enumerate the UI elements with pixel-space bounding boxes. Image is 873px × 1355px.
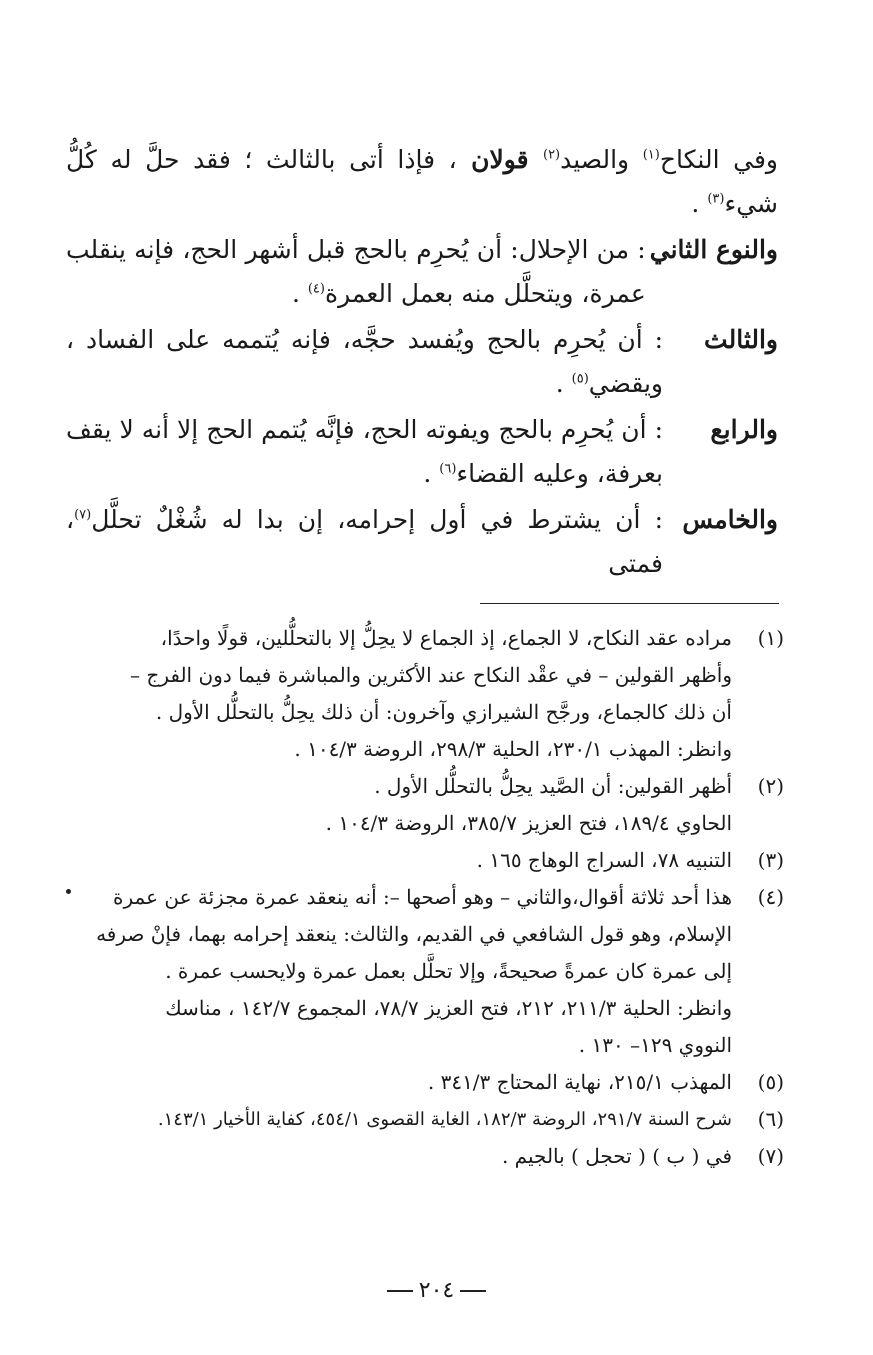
- footnote-line: النووي ١٢٩– ١٣٠ .: [578, 1033, 732, 1057]
- paragraph-5: [66, 498, 778, 586]
- footnote-text: [66, 768, 732, 842]
- footnote-2: [66, 768, 784, 842]
- p2-text: : من الإحلال: أن يُحرِم بالحج قبل أشهر الحج، فإنه ينقلب عمرة، ويتحلَّل منه بعمل العمرة: [66, 235, 646, 308]
- footnote-number: (٦): [757, 1107, 784, 1131]
- footnote-line: مراده عقد النكاح، لا الجماع، إذ الجماع لا يحِلُّ إلا بالتحلُّلين، قولًا واحدًا،: [160, 626, 732, 650]
- footnote-line: التنبيه ٧٨، السراج الوهاج ١٦٥ .: [476, 848, 732, 872]
- footnote-line: في ( ب ) ( تحجل ) بالجيم .: [501, 1144, 732, 1168]
- footnote-text: [66, 1101, 732, 1138]
- footnote-text: [66, 1138, 732, 1175]
- p5-end: ، فمتى: [66, 505, 663, 578]
- footnote-ref-7[interactable]: (٧): [74, 507, 92, 523]
- p2-end: .: [291, 279, 308, 308]
- p2-body: [66, 228, 646, 316]
- p5-term: والخامس: [682, 505, 778, 534]
- footnote-ref-1[interactable]: (١): [642, 147, 660, 163]
- footnote-ref-6[interactable]: (٦): [439, 461, 457, 477]
- footnote-line: وانظر: المهذب ٢٣٠/١، الحلية ٢٩٨/٣، الروضة ١٠٤/٣ .: [294, 737, 732, 761]
- page-number: ٢٠٤: [418, 1278, 455, 1303]
- page-number-footer: [0, 1276, 873, 1306]
- footnote-line: أن ذلك كالجماع، ورجَّح الشيرازي وآخرون: أن ذلك يحِلُّ بالتحلُّل الأول .: [155, 700, 732, 724]
- p2-term: والنوع الثاني: [649, 235, 778, 264]
- p3-term: والثالث: [704, 325, 778, 354]
- p1-text-a: وفي النكاح: [659, 145, 778, 174]
- page-number-dash: [387, 1290, 413, 1292]
- footnote-number: (٤): [757, 885, 784, 909]
- p1-text-c: ، فإذا أتى بالثالث ؛ فقد حلَّ له كُلُّ شيء: [66, 145, 778, 218]
- p1-text-b: والصيد: [560, 145, 643, 174]
- footnote-text: [66, 879, 732, 1064]
- footnote-ref-5[interactable]: (٥): [571, 371, 589, 387]
- p3-end: .: [555, 369, 572, 398]
- page-number-dash: [460, 1290, 486, 1292]
- p1-bold-qawlan: قولان: [456, 145, 543, 174]
- footnote-7: [66, 1138, 784, 1175]
- footnote-line: وانظر: الحلية ٢١١/٣، ٢١٢، فتح العزيز ٧٨/٧، المجموع ١٤٢/٧ ، مناسك: [165, 996, 732, 1020]
- footnote-ref-3[interactable]: (٣): [707, 191, 725, 207]
- paragraph-1: [66, 138, 778, 226]
- footnote-text: [66, 620, 732, 768]
- footnotes: [66, 620, 784, 1175]
- footnote-separator: [480, 603, 779, 604]
- paragraph-3: [66, 318, 778, 406]
- footnote-number: (٥): [757, 1070, 784, 1094]
- footnote-line: الحاوي ١٨٩/٤، فتح العزيز ٣٨٥/٧، الروضة ١٠٤/٣ .: [325, 811, 732, 835]
- p5-body: [66, 498, 663, 586]
- p3-body: [66, 318, 663, 406]
- footnote-ref-4[interactable]: (٤): [307, 281, 325, 297]
- p5-text: : أن يشترط في أول إحرامه، إن بدا له شُغْلٌ تحلَّل: [91, 505, 663, 534]
- footnote-text: [66, 842, 732, 879]
- p4-body: [66, 408, 663, 496]
- footnote-4: [66, 879, 784, 1064]
- footnote-line: هذا أحد ثلاثة أقوال،والثاني – وهو أصحها –: أنه ينعقد عمرة مجزئة عن عمرة: [113, 885, 732, 909]
- footnote-5: [66, 1064, 784, 1101]
- footnote-line: المهذب ٢١٥/١، نهاية المحتاج ٣٤١/٣ .: [427, 1070, 732, 1094]
- paragraph-4: [66, 408, 778, 496]
- footnote-6: [66, 1101, 784, 1138]
- footnote-line: شرح السنة ٢٩١/٧، الروضة ١٨٢/٣، الغاية القصوى ٤٥٤/١، كفاية الأخيار ١٤٣/١.: [157, 1109, 732, 1130]
- footnote-line: وأظهر القولين – في عقْد النكاح عند الأكثرين والمباشرة فيما دون الفرج –: [130, 663, 732, 687]
- stray-dot: [66, 889, 71, 894]
- paragraph-2: [66, 228, 778, 316]
- p3-text: : أن يُحرِم بالحج ويُفسد حجَّه، فإنه يُتممه على الفساد ، ويقضي: [66, 325, 663, 398]
- footnote-number: (١): [757, 626, 784, 650]
- footnote-line: الإسلام، وهو قول الشافعي في القديم، والثالث: ينعقد إحرامه بهما، فإنْ صرفه: [96, 922, 732, 946]
- footnote-text: [66, 1064, 732, 1101]
- footnote-number: (٢): [757, 774, 784, 798]
- p4-end: .: [423, 459, 440, 488]
- footnote-number: (٧): [757, 1144, 784, 1168]
- p4-text: : أن يُحرِم بالحج ويفوته الحج، فإنَّه يُتمم الحج إلا أنه لا يقف بعرفة، وعليه القضاء: [66, 415, 663, 488]
- footnote-line: إلى عمرة كان عمرةً صحيحةً، وإلا تحلَّل بعمل عمرة ولايحسب عمرة .: [165, 959, 732, 983]
- footnote-number: (٣): [757, 848, 784, 872]
- footnote-line: أظهر القولين: أن الصَّيد يحِلُّ بالتحلُّل الأول .: [374, 774, 732, 798]
- p4-term: والرابع: [710, 415, 778, 444]
- footnote-3: [66, 842, 784, 879]
- p1-end: .: [691, 189, 708, 218]
- footnote-ref-2[interactable]: (٢): [542, 147, 561, 163]
- footnote-1: [66, 620, 784, 768]
- main-text: [66, 138, 778, 588]
